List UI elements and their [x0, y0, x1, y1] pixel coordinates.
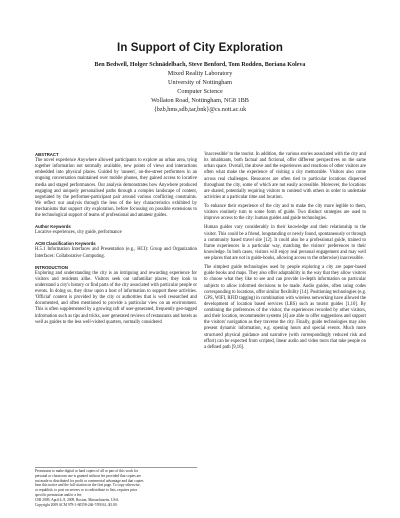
permission-line: Permission to make digital or hard copies of all or part of this work for — [35, 469, 139, 473]
permission-line: specific permission and/or a fee. — [35, 492, 83, 497]
permission-line: bear this notice and the full citation on the first page. To copy otherwise, — [35, 483, 141, 488]
permission-line: or republish, to post on servers or to redistribute to lists, requires prior — [35, 488, 138, 493]
permission-line: personal or classroom use is granted without fee provided that copies are — [35, 473, 142, 478]
keywords-text: Locative experiences, city guide, performance — [35, 230, 122, 236]
body-paragraph: 'inaccessible' to the tourist. In addition, the various stories associated with the city and its inhabitants, both factual and fictional, offer different perspectives on the same urban space. Overall, the above and the experiences and reactions of other visitors are often what make the experience of visiting a city memorable. Visitors also come across real challenges. Resources are often tied to particular locations dispersed throughout the city, some of which are not easily accessible. Moreover, the locations are shared, potentially requiring visitors to contend with others in order to undertake activities at a particular time and location. — [204, 152, 366, 200]
paper-title: In Support of City Exploration — [117, 42, 283, 54]
left-column — [35, 152, 197, 326]
body-paragraph: Human guides vary considerably in their knowledge and their relationship to the visitor. This could be a friend, longstanding or newly found, spontaneously or through a community based travel site [12]. It could also be a professional guide, trained to frame experiences in a particular way, matching the visitors' preferences to their knowledge. In both cases, visitors will enjoy real personal engagement and may well see places that are not in guide-books, allowing access to the otherwise) inaccessible. — [204, 225, 366, 261]
affiliation-lab: Mixed Reality Laboratory — [167, 70, 233, 77]
abstract-heading: ABSTRACT — [35, 152, 59, 157]
abstract-text: The novel experience Anywhere allowed participants to explore an urban area, tying together information not normally available, new points of views and interactions embedded into physical places. Guided by 'unseen', on-the-street performers in an ongoing conversation maintained over mobile phones, they gained access to locative media and staged performances. Our analysis demonstrates how Anywhere produced engaging and uniquely personalised paths through a complex landscape of content, negotiated by the performer-participant pair around various conflicting constraints. We reflect our analysis through the lens of the key characteristics exhibited by mechanisms that support city exploration, before focussing on possible extensions to the technological support of teams of professional and amateur guides. — [35, 158, 197, 219]
affiliation-department: Computer Science — [177, 87, 223, 95]
introduction-text: Exploring and understanding the city is an intriguing and rewarding experience for visitors and residents alike. Visitors seek out unfamiliar places; they look to understand a city's history or find parts of the city associated with particular people or events. In doing so, they draw upon a host of information to support these activities. 'Official' content is provided by the city or authorities that is well researched and documented, and often mentioned to provide a particular view on an environment. This is often supplemented by a growing raft of user-generated, frequently geo-tagged information such as tips and tricks, user generated reviews of restaurants and hotels as well as guides to the less well-visited quarters, normally considered — [35, 270, 197, 325]
body-paragraph: The simplest guide technologies used by people exploring a city are paper-based guide books and maps. They also offer adaptability in the way that they allow visitors to choose what they like to see and can provide in-depth information on particular subjects to allow informed decisions to be made. Audio guides, often using codes corresponding to locations, offer similar flexibility [14]. Positioning technologies (e.g. GPS, WIFI, RFID tagging) in combination with wireless networking have allowed the development of location based services (LBS) such as tourist guides [1,10]. By combining the preferences of the visitor, the experiences recorded by other visitors, and their location, recommender systems [4] are able to offer suggestions and support the visitors' navigation as they traverse the city. Finally, guide technologies may also present dynamic information, e.g. opening hours and special events. Much more structured physical guidance and narrative (with correspondingly reduced risk and effort) can be expected from scripted, linear audio and video tours that take people on a defined path [9,16]. — [204, 265, 366, 350]
affiliation-university: University of Nottingham — [168, 78, 232, 86]
affiliation-emails: {bzb,hms,sdb,tar,bnk}@cs.nott.ac.uk — [153, 105, 247, 113]
acm-text: H.5.1 Information Interfaces and Presentation (e.g., HCI): Group and Organization Interfaces: Collaborative Computing. — [35, 247, 197, 259]
keywords-heading: Author Keywords — [35, 224, 71, 230]
introduction-heading: INTRODUCTION — [35, 264, 68, 270]
body-paragraph: To enhance their experience of the city and to make the city more legible to them, visitors routinely turn to some form of guide. Two distinct strategies are used to improve access to the city: human guides and guide technologies. — [204, 204, 366, 222]
right-column — [204, 152, 366, 351]
affiliation-address: Wollaton Road, Nottingham, NG8 1BB — [151, 96, 249, 104]
author-list: Ben Bedwell, Holger Schnädelbach, Steve Benford, Tom Rodden, Boriana Koleva — [94, 62, 306, 68]
affiliation-block — [0, 70, 400, 115]
acm-heading: ACM Classification Keywords — [35, 241, 96, 247]
permission-notice — [35, 467, 197, 507]
permission-line: not made or distributed for profit or commercial advantage and that copies — [35, 478, 144, 483]
conference-line: CHI 2009, April 4–9, 2009, Boston, Massachusetts, USA. — [35, 497, 120, 502]
copyright-line: Copyright 2009 ACM 978-1-60558-246-7/09/04...$5.00. — [35, 502, 118, 507]
